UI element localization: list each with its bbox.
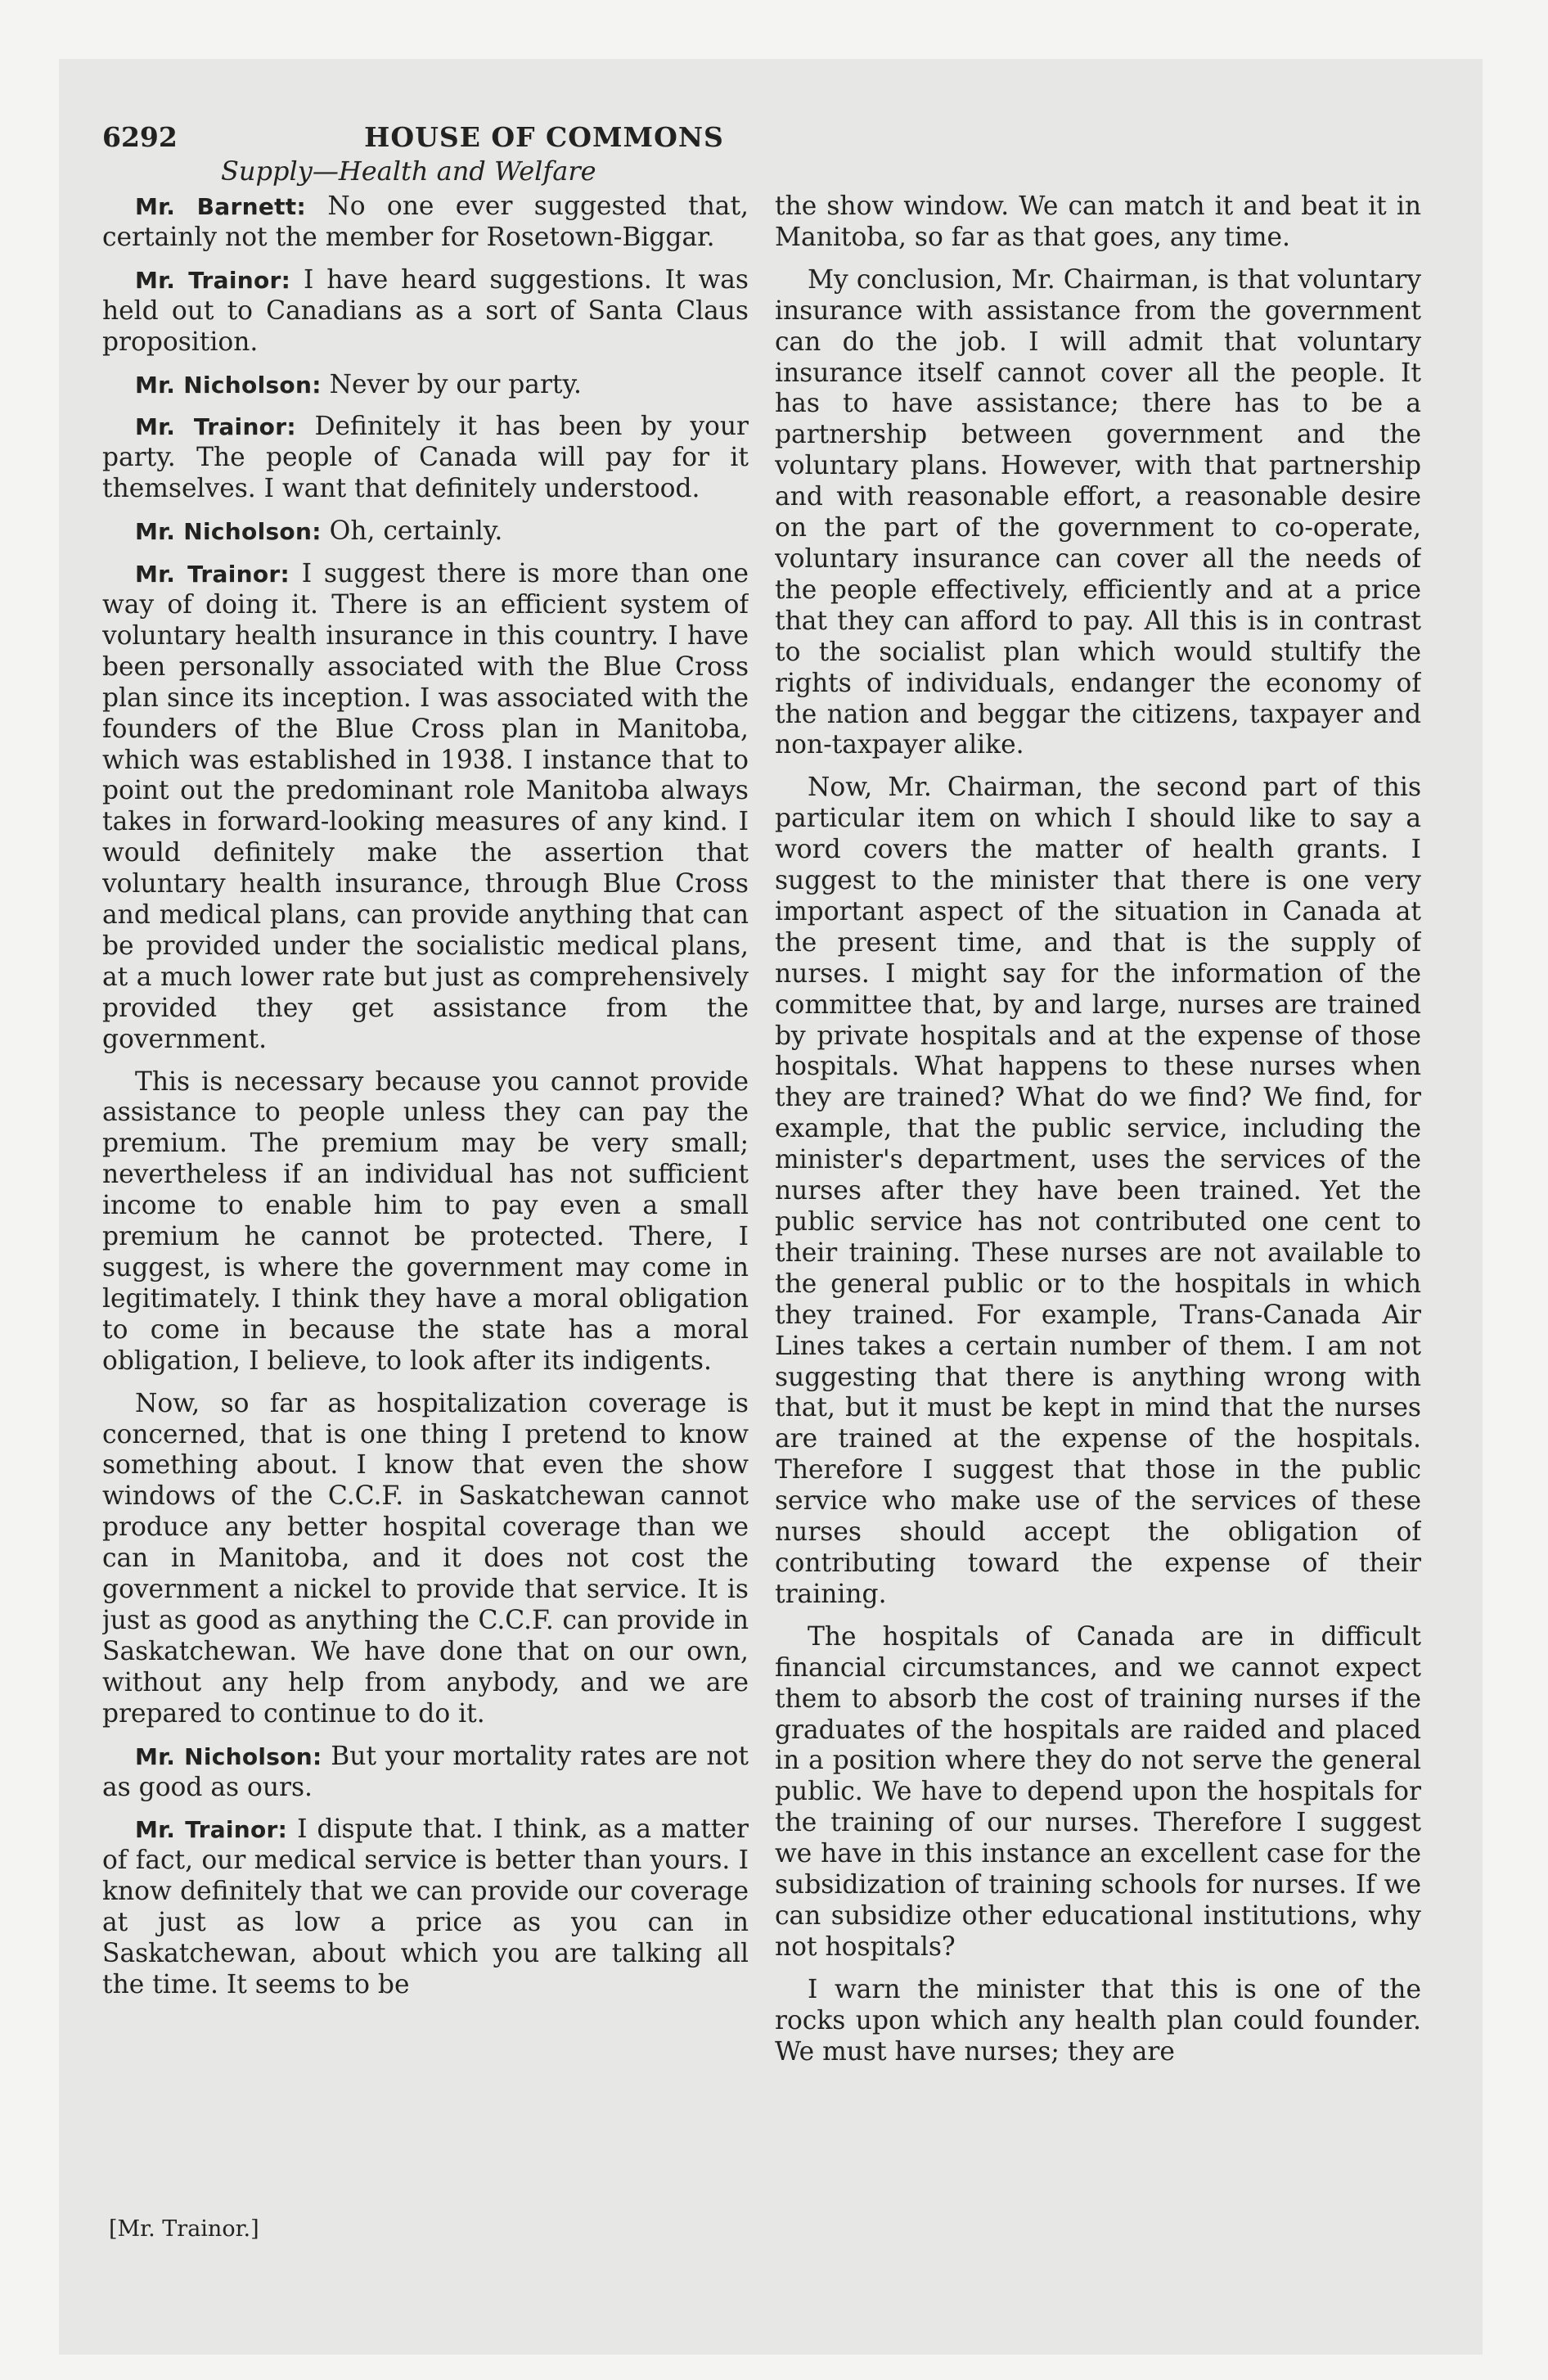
paragraph-text: Never by our party.: [329, 369, 582, 399]
speaker-name: Mr. Barnett:: [135, 193, 306, 220]
footer-attribution: [Mr. Trainor.]: [109, 2216, 259, 2242]
paragraph-text: This is necessary because you cannot provide assistance to people unless they can pay the premium. The premium may be very small; nevertheless if an individual has not sufficient income to enable him to pay even a small premium he cannot be protected. There, I suggest, is where the government may come in legitimately. I think they have a moral obligation to come in because the state has a moral obligation, I believe, to look after its indigents.: [102, 1066, 749, 1376]
right-column: [775, 192, 1421, 2238]
paragraph-text: My conclusion, Mr. Chairman, is that voluntary insurance with assistance from the government can do the job. I will admit that voluntary insurance itself cannot cover all the people. It has to have assistance; there has to be a partnership between government and the voluntary plans. However, with that partnership and with reasonable effort, a reasonable desire on the part of the government to co-operate, voluntary insurance can cover all the needs of the people effectively, efficiently and at a price that they can afford to pay. All this is in contrast to the socialist plan which would stultify the rights of individuals, endanger the economy of the nation and beggar the citizens, taxpayer and non-taxpayer alike.: [775, 264, 1421, 760]
paragraph: [775, 1622, 1421, 1963]
page-title: HOUSE OF COMMONS: [364, 121, 724, 153]
paragraph-text: Definitely it has been by your party. The people of Canada will pay for it themselves. I want that definitely understood.: [102, 412, 749, 504]
speaker-name: Mr. Nicholson:: [135, 1742, 322, 1770]
paragraph: [102, 370, 749, 401]
paragraph-text: Oh, certainly.: [329, 516, 503, 547]
paragraph: [102, 265, 749, 358]
speaker-name: Mr. Trainor:: [135, 561, 290, 588]
paragraph-text: Now, so far as hospitalization coverage is concerned, that is one thing I pretend to know something about. I know that even the show windows of the C.C.F. in Saskatchewan cannot produce any better hospital coverage than we can in Manitoba, and it does not cost the government a nickel to provide that service. It is just as good as anything the C.C.F. can provide in Saskatchewan. We have done that on our own, without any help from anybody, and we are prepared to continue to do it.: [102, 1388, 749, 1729]
paragraph: [102, 1742, 749, 1804]
paragraph-text: The hospitals of Canada are in difficult financial circumstances, and we cannot expect them to absorb the cost of training nurses if the graduates of the hospitals are raided and placed in a position where they do not serve the general public. We have to depend upon the hospitals for the training of our nurses. Therefore I suggest we have in this instance an excellent case for the subsidization of training schools for nurses. If we can subsidize other educational institutions, why not hospitals?: [775, 1621, 1421, 1962]
paragraph: [102, 1389, 749, 1730]
paragraph: [775, 1975, 1421, 2068]
paragraph: [102, 1067, 749, 1377]
paragraph: [102, 516, 749, 548]
speaker-name: Mr. Nicholson:: [135, 518, 322, 546]
paragraph-text: I dispute that. I think, as a matter of fact, our medical service is better than yours. I know definitely that we can provide our coverage at just as low a price as you can in Saskatchewan, about which you are talking all the time. It seems to be: [102, 1814, 749, 1999]
paragraph-text: But your mortality rates are not as good as ours.: [102, 1741, 749, 1802]
paragraph: [102, 559, 749, 1056]
paragraph: [775, 265, 1421, 762]
page-number: 6292: [102, 121, 178, 153]
paragraph-text: the show window. We can match it and beat it in Manitoba, so far as that goes, any time.: [775, 192, 1421, 252]
speaker-name: Mr. Trainor:: [135, 413, 296, 441]
paragraph-text: I have heard suggestions. It was held out to Canadians as a sort of Santa Claus proposition.: [102, 264, 749, 357]
paragraph: [102, 412, 749, 505]
speaker-name: Mr. Trainor:: [135, 1816, 288, 1844]
paragraph: [775, 192, 1421, 254]
paragraph-text: No one ever suggested that, certainly not the member for Rosetown-Biggar.: [102, 192, 749, 252]
paragraph: [775, 773, 1421, 1610]
paragraph-text: I warn the minister that this is one of the rocks upon which any health plan could founder. We must have nurses; they are: [775, 1974, 1421, 2067]
paragraph-text: Now, Mr. Chairman, the second part of this particular item on which I should like to say a word covers the matter of health grants. I suggest to the minister that there is one very important aspect of the situation in Canada at the present time, and that is the supply of nurses. I might say for the information of the committee that, by and large, nurses are trained by private hospitals and at the expense of those hospitals. What happens to these nurses when they are trained? What do we find? We find, for example, that the public service, including the minister's department, uses the services of the nurses after they have been trained. Yet the public service has not contributed one cent to their training. These nurses are not available to the general public or to the hospitals in which they trained. For example, Trans-Canada Air Lines takes a certain number of them. I am not suggesting that there is anything wrong with that, but it must be kept in mind that the nurses are trained at the expense of the hospitals. Therefore I suggest that those in the public service who make use of the services of these nurses should accept the obligation of contributing toward the expense of their training.: [775, 773, 1421, 1609]
speaker-name: Mr. Nicholson:: [135, 371, 322, 399]
speaker-name: Mr. Trainor:: [135, 266, 291, 294]
section-subheading: Supply—Health and Welfare: [221, 156, 596, 187]
paragraph-text: I suggest there is more than one way of doing it. There is an efficient system of voluntary health insurance in this country. I have been personally associated with the Blue Cross plan since its inception. I was associated with the founders of the Blue Cross plan in Manitoba, which was established in 1938. I instance that to point out the predominant role Manitoba always takes in forward-looking measures of any kind. I would definitely make the assertion that voluntary health insurance, through Blue Cross and medical plans, can provide anything that can be provided under the socialistic medical plans, at a much lower rate but just as comprehensively provided they get assistance from the government.: [102, 559, 749, 1054]
left-column: [102, 192, 749, 2238]
paragraph: [102, 1814, 749, 2000]
paragraph: [102, 192, 749, 254]
